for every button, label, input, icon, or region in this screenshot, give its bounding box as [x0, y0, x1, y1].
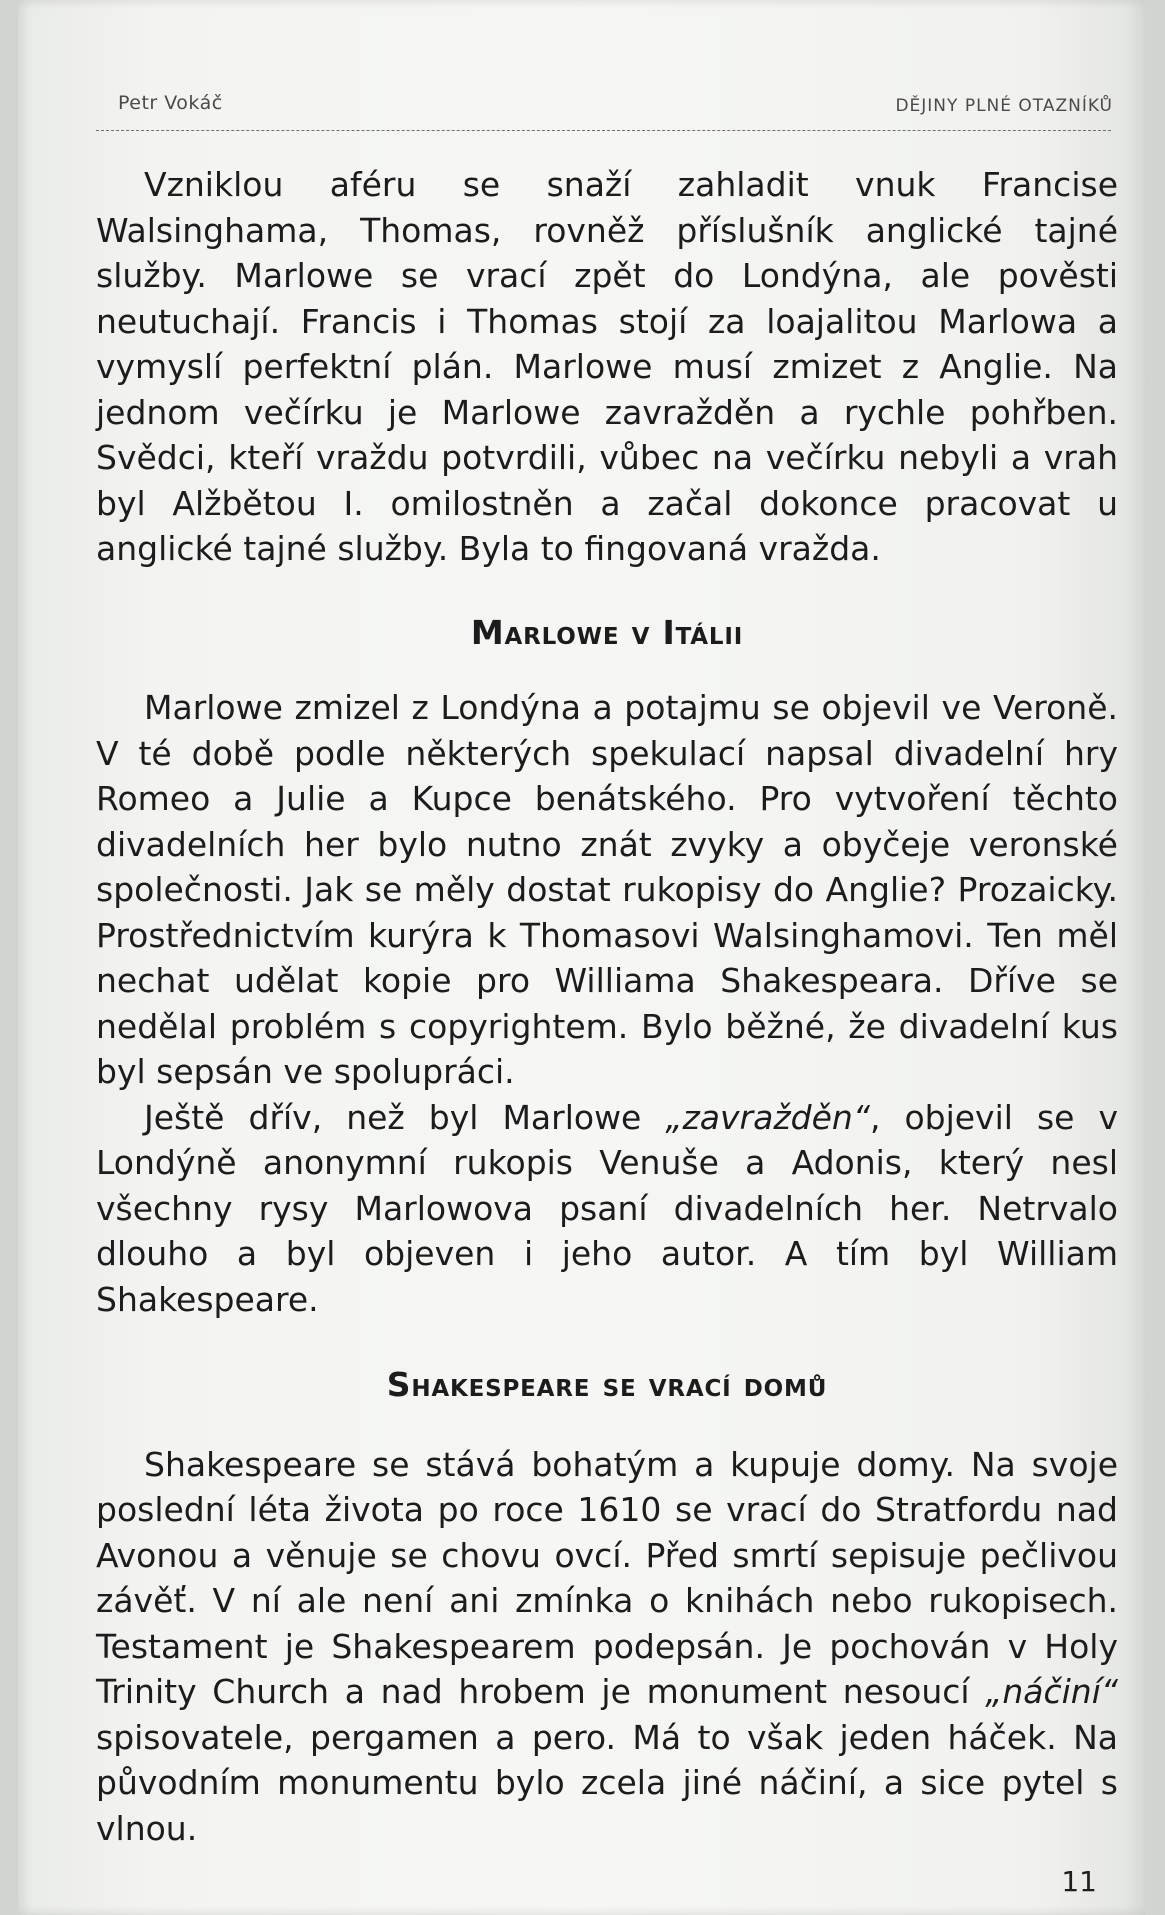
- running-head-author: Petr Vokáč: [118, 92, 223, 114]
- header-divider: [96, 130, 1111, 131]
- paragraph-aftermath: Vzniklou aféru se snaží zahladit vnuk Francise Walsinghama, Thomas, rovněž příslušník anglické tajné služby. Marlowe se vrací zpět do Londýna, ale pověsti neutuchají. Francis i Thomas stojí za loajalitou Marlowa a vymyslí perfektní plán. Marlowe musí zmizet z Anglie. Na jednom večírku je Marlowe zavražděn a rychle pohřben. Svědci, kteří vraždu potvrdili, vůbec na večírku nebyli a vrah byl Alžbětou I. omilostněn a začal dokonce pracovat u anglické tajné služby. Byla to fingovaná vražda.: [96, 165, 1118, 568]
- paragraph-text: Shakespeare se stává bohatým a kupuje domy. Na svoje poslední léta života po roce 1610 se vrací do Stratfordu nad Avonou a věnuje se chovu ovcí. Před smrtí sepisuje pečlivou závěť. V ní ale není ani zmínka o knihách nebo rukopisech. Testament je Shakespearem podepsán. Je pochován v Holy Trinity Church a nad hrobem je monument nesoucí: [96, 1444, 1118, 1711]
- running-head-book-title: DĚJINY PLNÉ OTAZNÍKŮ: [895, 96, 1113, 116]
- paragraph-text: , objevil se v Londýně anonymní rukopis Venuše a Adonis, který nesl všechny rysy Marlowova psaní divadelních her. Netrvalo dlouho a byl objeven i jeho autor. A tím byl William Shakespeare.: [96, 1097, 1118, 1319]
- emphasis-text: „zavražděn“: [665, 1097, 870, 1137]
- paragraph-stratford: [96, 1442, 1118, 1852]
- paragraph-text: Ještě dřív, než byl Marlowe: [144, 1097, 666, 1137]
- paragraph-verona: Marlowe zmizel z Londýna a potajmu se objevil ve Veroně. V té době podle některých spekulací napsal divadelní hry Romeo a Julie a Kupce benátského. Pro vytvoření těchto divadelních her bylo nutno znát zvyky a obyčeje veronské společnosti. Jak se měly dostat rukopisy do Anglie? Prozaicky. Prostřednictvím kurýra k Thomasovi Walsinghamovi. Ten měl nechat udělat kopie pro Williama Shakespeara. Dříve se nedělal problém s copyrightem. Bylo běžné, že divadelní kus byl sepsán ve spolupráci.: [96, 688, 1118, 1091]
- emphasis-text: „náčiní“: [985, 1672, 1118, 1711]
- book-page: [18, 0, 1145, 1915]
- section-heading-shakespeare-returns-home: Shakespeare se vrací domů: [386, 1365, 828, 1404]
- paragraph-text: spisovatele, pergamen a pero. Má to však jeden háček. Na původním monumentu bylo zcela jiné náčiní, a sice pytel s vlnou.: [96, 1717, 1118, 1848]
- paragraph-venus-and-adonis: [96, 1095, 1118, 1323]
- page-body: [96, 162, 1118, 1851]
- page-number: 11: [1061, 1865, 1097, 1898]
- running-head: [98, 92, 1115, 122]
- section-heading-marlowe-in-italy: Marlowe v Itálii: [470, 612, 744, 652]
